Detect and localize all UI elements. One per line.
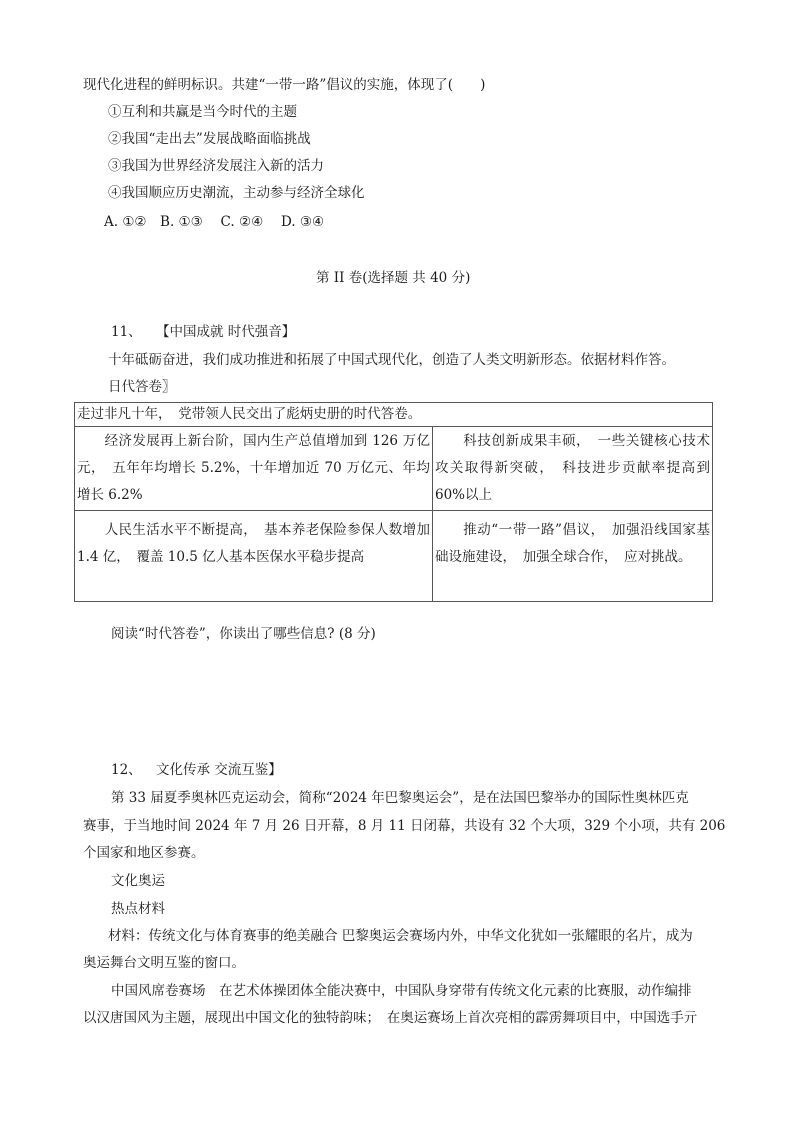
q10-option-1: ①互利和共赢是当今时代的主题 <box>108 104 297 120</box>
q12-number: 12、 <box>111 762 142 778</box>
q12-para1-line3: 个国家和地区参赛。 <box>83 845 205 861</box>
q11-sub-title: 日代答卷〗 <box>108 379 176 395</box>
q10-option-2: ②我国“走出去”发展战略面临挑战 <box>108 131 311 147</box>
q12-theme: 文化传承 交流互鉴】 <box>156 762 282 778</box>
q11-intro: 十年砥砺奋进，我们成功推进和拓展了中国式现代化，创造了人类文明新形态。依据材料作答。 <box>108 352 675 368</box>
table-cell-livelihood <box>75 511 433 602</box>
q11-question: 阅读“时代答卷”，你读出了哪些信息? (8 分) <box>111 626 376 642</box>
q12-heading-culture: 文化奥运 <box>111 873 165 889</box>
q12-para3-line1: 中国风席卷赛场 在艺术体操团体全能决赛中，中国队身穿带有传统文化元素的比赛服，动作编排 <box>111 983 692 999</box>
q10-choices: A. ①② B. ①③ C. ②④ D. ③④ <box>104 214 325 230</box>
era-answer-table <box>74 402 713 602</box>
q12-material-line2: 奥运舞台文明互鉴的窗口。 <box>83 955 245 971</box>
livelihood-text: 人民生活水平不断提高， 基本养老保险参保人数增加 1.4 亿， 覆盖 10.5 亿人基本医保水平稳步提高 <box>77 522 435 565</box>
q12-heading-material: 热点材料 <box>111 901 165 917</box>
table-cell-belt-road <box>433 511 713 602</box>
table-cell-technology <box>433 427 713 511</box>
q12-material-line1: 材料：传统文化与体育赛事的绝美融合 巴黎奥运会赛场内外，中华文化犹如一张耀眼的名片，成为 <box>108 928 693 944</box>
q10-stem-tail: 现代化进程的鲜明标识。共建“一带一路”倡议的实施，体现了( ) <box>83 77 486 93</box>
economy-text: 经济发展再上新台阶，国内生产总值增加到 126 万亿元， 五年年均增长 5.2%，十年增加近 70 万亿元、年均增长 6.2% <box>77 433 430 503</box>
q12-para1-line1: 第 33 届夏季奥林匹克运动会，简称“2024 年巴黎奥运会”，是在法国巴黎举办的国际性奥林匹克 <box>111 790 689 806</box>
q12-para1-line2: 赛事，于当地时间 2024 年 7 月 26 日开幕，8 月 11 日闭幕，共设有 32 个大项，329 个小项，共有 206 <box>83 818 726 834</box>
table-header-cell <box>75 403 713 427</box>
q10-option-3: ③我国为世界经济发展注入新的活力 <box>108 158 324 174</box>
belt-road-text: 推动“一带一路”倡议， 加强沿线国家基础设施建设， 加强全球合作， 应对挑战。 <box>435 522 710 565</box>
technology-text: 科技创新成果丰硕， 一些关键核心技术攻关取得新突破， 科技进步贡献率提高到 60%以上 <box>435 433 715 503</box>
section-title: 第 II 卷(选择题 共 40 分) <box>316 270 471 286</box>
q11-number: 11、 <box>111 324 142 340</box>
q12-para3-line2: 以汉唐国风为主题，展现出中国文化的独特韵味； 在奥运赛场上首次亮相的霹雳舞项目中，中国选手亓 <box>83 1010 698 1026</box>
q11-theme: 【中国成就 时代强音】 <box>156 324 296 340</box>
table-header-text: 走过非凡十年， 党带领人民交出了彪炳史册的时代答卷。 <box>77 406 422 422</box>
q10-option-4: ④我国顺应历史潮流，主动参与经济全球化 <box>108 185 365 201</box>
table-cell-economy <box>75 427 433 511</box>
